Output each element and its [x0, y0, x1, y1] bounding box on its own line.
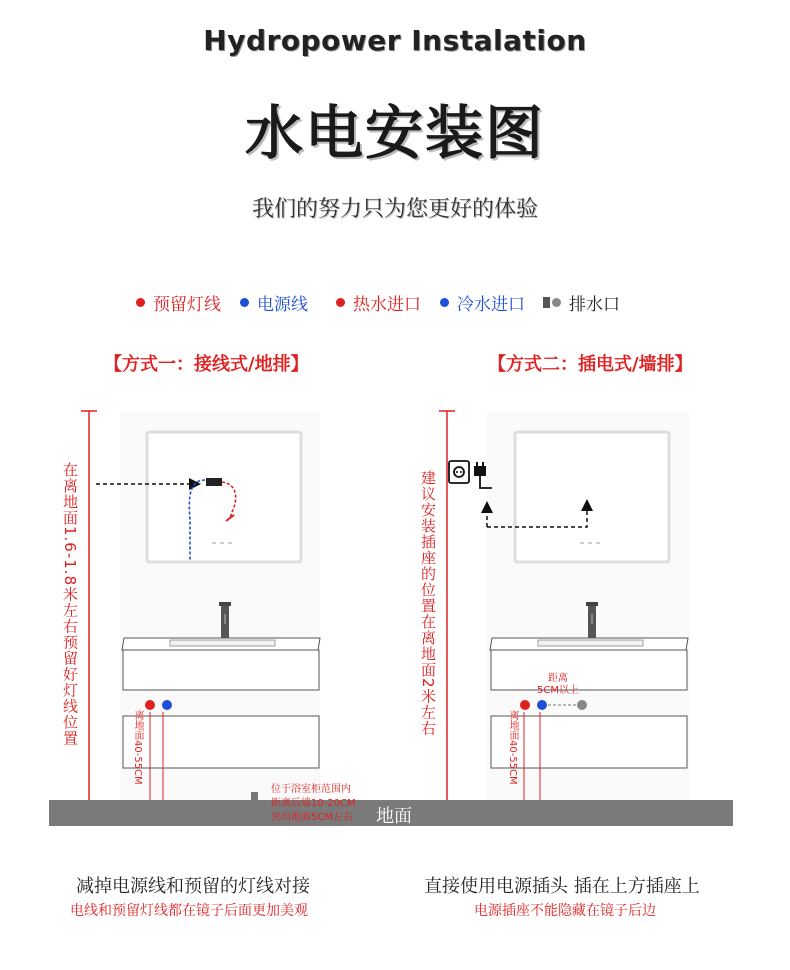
wall-drain-outlet-right	[577, 700, 587, 710]
sink-basin-left	[170, 640, 275, 646]
cabinet-drawer-right	[491, 716, 687, 768]
cold-water-inlet-right	[537, 700, 547, 710]
legend-label: 电源线	[257, 295, 308, 315]
cabinet-drawer-left	[123, 716, 319, 768]
distance-note-line-1: 距离	[548, 673, 568, 684]
method-1-heading: 【方式一：接线式/地排】	[104, 354, 309, 375]
cabinet-body-left	[123, 650, 319, 690]
method-2-caption-note: 电源插座不能隐藏在镜子后边	[474, 903, 656, 919]
drain-note-line-1: 位于浴室柜范围内	[271, 784, 351, 795]
method-2-caption: 直接使用电源插头 插在上方插座上	[424, 876, 700, 897]
method-1-caption: 减掉电源线和预留的灯线对接	[76, 876, 310, 897]
wire-connector-icon	[206, 478, 222, 486]
hot-water-inlet-left	[145, 700, 155, 710]
floor-label: 地面	[376, 806, 412, 827]
method-1-height-note: 在离地面1.6-1.8米左右预留好灯线位置	[61, 462, 79, 747]
drain-note-line-3: 突出地面5CM左右	[271, 812, 353, 823]
hot-water-inlet-right	[520, 700, 530, 710]
mirror-buttons-right	[580, 542, 600, 544]
chinese-title: 水电安装图	[244, 99, 545, 167]
method-2-heading: 【方式二：插电式/墙排】	[488, 354, 693, 375]
method-1-pipe-height: 离地面40-55CM	[132, 710, 143, 785]
subtitle: 我们的努力只为您更好的体验	[251, 197, 538, 222]
drain-note-line-2: 距离后墙10-20CM	[271, 798, 356, 809]
legend-label: 热水进口	[353, 295, 421, 315]
cold-water-inlet-left	[162, 700, 172, 710]
distance-note-line-2: 5CM以上	[537, 685, 579, 696]
legend-label: 排水口	[569, 295, 620, 315]
cabinet-body-right	[491, 650, 687, 690]
sink-basin-right	[538, 640, 643, 646]
method-2-pipe-height: 离地面40-55CM	[507, 710, 518, 785]
method-2-height-note: 建议安装插座的位置在离地面2米左右	[419, 470, 437, 737]
mirror-buttons-left	[212, 542, 232, 544]
socket-icon	[449, 461, 469, 483]
english-title: Hydropower Instalation	[203, 24, 587, 57]
method-1-caption-note: 电线和预留灯线都在镜子后面更加美观	[70, 903, 308, 919]
legend-label: 预留灯线	[153, 295, 221, 315]
legend-label: 冷水进口	[457, 295, 525, 315]
